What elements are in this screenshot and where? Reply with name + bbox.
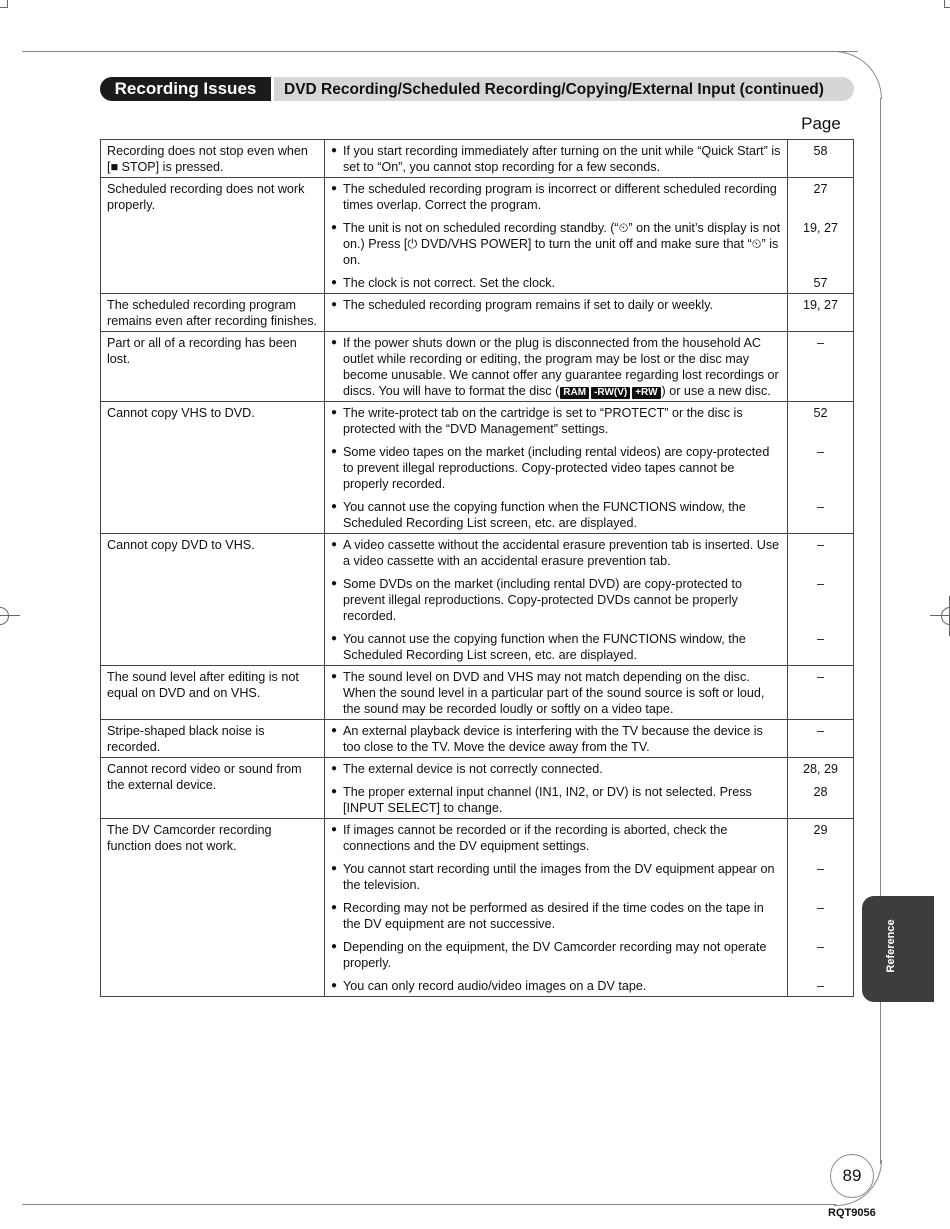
solution-text-part: If the power shuts down or the plug is disconnected from the household AC outlet while recording or editing, the program may be lost or the disc may become unusable. We cannot offer any guarantee regarding lost recordings or discs. You will have to format the disc ( xyxy=(343,336,779,398)
solution-text: The sound level on DVD and VHS may not match depending on the disc. When the sound level in a particular part of the sound source is soft or loud, the sound may be recorded loudly or softly on a video tape. xyxy=(343,670,765,716)
bullet-icon: ● xyxy=(331,763,338,774)
solution-item xyxy=(331,900,781,932)
problem-cell: Cannot copy DVD to VHS. xyxy=(101,534,325,666)
bullet-icon: ● xyxy=(331,980,338,991)
solution-text: You cannot use the copying function when the FUNCTIONS window, the Scheduled Recording List screen, etc. are displayed. xyxy=(343,500,746,530)
solution-item xyxy=(331,576,781,624)
table-row xyxy=(101,178,854,294)
problem-cell: The DV Camcorder recording function does not work. xyxy=(101,819,325,997)
solution-item xyxy=(331,939,781,971)
bullet-icon: ● xyxy=(331,902,338,913)
page-ref: – xyxy=(816,445,824,459)
solution-text: A video cassette without the accidental erasure prevention tab is inserted. Use a video cassette with an accidental erasure prevention tab. xyxy=(343,538,780,568)
bullet-icon: ● xyxy=(331,941,338,952)
solution-text: The proper external input channel (IN1, IN2, or DV) is not selected. Press [INPUT SELECT] to change. xyxy=(343,785,752,815)
disc-type-badge: -RW(V) xyxy=(591,387,630,399)
solution-item xyxy=(331,297,781,313)
table-row xyxy=(101,534,854,666)
bullet-icon: ● xyxy=(331,725,338,736)
problem-cell: Recording does not stop even when [■ STOP] is pressed. xyxy=(101,140,325,178)
problem-cell: Part or all of a recording has been lost. xyxy=(101,332,325,402)
reference-tab-label: Reference xyxy=(885,919,897,973)
table-row xyxy=(101,758,854,819)
solution-text: An external playback device is interfering with the TV because the device is too close to the TV. Move the device away from the TV. xyxy=(343,724,763,754)
solution-item xyxy=(331,669,781,717)
troubleshooting-table xyxy=(100,139,854,997)
solution-item xyxy=(331,275,781,291)
solution-text: The clock is not correct. Set the clock. xyxy=(343,276,556,290)
reference-tab xyxy=(862,896,934,1002)
solution-text: The write-protect tab on the cartridge is set to “PROTECT” or the disc is protected with the “DVD Management” settings. xyxy=(343,406,743,436)
page-ref-cell xyxy=(788,819,854,997)
solution-text: The scheduled recording program is incorrect or different scheduled recording times overlap. Correct the program. xyxy=(343,182,777,212)
solution-item xyxy=(331,723,781,755)
bullet-icon: ● xyxy=(331,183,338,194)
solution-text xyxy=(343,335,781,399)
solution-cell xyxy=(325,294,788,332)
page-ref: – xyxy=(816,538,824,552)
solution-text: Depending on the equipment, the DV Camcorder recording may not operate properly. xyxy=(343,940,767,970)
bullet-icon: ● xyxy=(331,337,338,348)
page-ref-cell xyxy=(788,720,854,758)
solution-cell xyxy=(325,819,788,997)
solution-item xyxy=(331,444,781,492)
bullet-icon: ● xyxy=(331,446,338,457)
page-ref: – xyxy=(816,632,824,646)
problem-cell: Stripe-shaped black noise is recorded. xyxy=(101,720,325,758)
page-ref: – xyxy=(816,336,824,350)
bullet-icon: ● xyxy=(331,671,338,682)
table-row xyxy=(101,819,854,997)
page-column-label: Page xyxy=(801,114,841,133)
table-row xyxy=(101,720,854,758)
page-ref-cell xyxy=(788,332,854,402)
solution-text: Recording may not be performed as desired if the time codes on the tape in the DV equipment are not successive. xyxy=(343,901,764,931)
page-ref: 52 xyxy=(813,406,828,420)
solution-item xyxy=(331,822,781,854)
solution-item xyxy=(331,631,781,663)
page-frame-right xyxy=(880,98,881,1164)
page-ref-cell xyxy=(788,666,854,720)
problem-cell: Scheduled recording does not work properly. xyxy=(101,178,325,294)
page-ref: 19, 27 xyxy=(802,221,838,235)
page-frame-top xyxy=(22,51,858,52)
bullet-icon: ● xyxy=(331,539,338,550)
solution-cell xyxy=(325,758,788,819)
solution-cell xyxy=(325,720,788,758)
solution-item xyxy=(331,537,781,569)
page-ref: 29 xyxy=(813,823,828,837)
section-header xyxy=(100,77,854,101)
page-ref-cell xyxy=(788,178,854,294)
page-ref: – xyxy=(816,862,824,876)
page-ref: – xyxy=(816,724,824,738)
bullet-icon: ● xyxy=(331,824,338,835)
solution-text: If images cannot be recorded or if the recording is aborted, check the connections and the DV equipment settings. xyxy=(343,823,728,853)
table-row xyxy=(101,294,854,332)
solution-item xyxy=(331,761,781,777)
solution-text: The unit is not on scheduled recording standby. (“⏲” on the unit’s display is not on.) Press [⏻ DVD/VHS POWER] to turn the unit off and make sure that “⏲” is on. xyxy=(343,221,781,267)
solution-item xyxy=(331,143,781,175)
registration-mark-right xyxy=(930,596,950,636)
table-row xyxy=(101,402,854,534)
solution-cell xyxy=(325,534,788,666)
model-code: RQT9056 xyxy=(828,1207,876,1219)
page-ref: 27 xyxy=(813,182,828,196)
page-ref: – xyxy=(816,940,824,954)
section-tag: Recording Issues xyxy=(100,77,271,101)
bullet-icon: ● xyxy=(331,299,338,310)
page-ref: – xyxy=(816,979,824,993)
solution-text: You cannot use the copying function when the FUNCTIONS window, the Scheduled Recording List screen, etc. are displayed. xyxy=(343,632,746,662)
table-row xyxy=(101,666,854,720)
page-ref-cell xyxy=(788,402,854,534)
solution-item xyxy=(331,978,781,994)
page-frame-bottom xyxy=(22,1204,836,1205)
bullet-icon: ● xyxy=(331,633,338,644)
page-ref-cell xyxy=(788,140,854,178)
page-ref-cell xyxy=(788,294,854,332)
solution-item xyxy=(331,220,781,268)
solution-text: Some video tapes on the market (including rental videos) are copy-protected to prevent illegal reproductions. Copy-protected video tapes cannot be properly recorded. xyxy=(343,445,770,491)
solution-item xyxy=(331,784,781,816)
solution-item xyxy=(331,405,781,437)
bullet-icon: ● xyxy=(331,145,338,156)
problem-cell: The scheduled recording program remains even after recording finishes. xyxy=(101,294,325,332)
table-row xyxy=(101,332,854,402)
page-ref: – xyxy=(816,500,824,514)
solution-cell xyxy=(325,402,788,534)
solution-text-part: ) or use a new disc. xyxy=(661,384,771,398)
bullet-icon: ● xyxy=(331,863,338,874)
solution-text: The scheduled recording program remains if set to daily or weekly. xyxy=(343,298,714,312)
problem-cell: Cannot copy VHS to DVD. xyxy=(101,402,325,534)
page-ref: 28, 29 xyxy=(802,762,838,776)
page-ref: – xyxy=(816,670,824,684)
page-number: 89 xyxy=(830,1154,874,1198)
disc-type-badge: +RW xyxy=(632,387,660,399)
bullet-icon: ● xyxy=(331,407,338,418)
solution-item xyxy=(331,181,781,213)
problem-cell: Cannot record video or sound from the external device. xyxy=(101,758,325,819)
solution-item xyxy=(331,499,781,531)
solution-item xyxy=(331,335,781,399)
solution-text: If you start recording immediately after turning on the unit while “Quick Start” is set to “On”, you cannot stop recording for a few seconds. xyxy=(343,144,781,174)
page-ref: – xyxy=(816,577,824,591)
solution-text: Some DVDs on the market (including rental DVD) are copy-protected to prevent illegal reproductions. Copy-protected DVDs cannot be properly recorded. xyxy=(343,577,742,623)
page-ref: 28 xyxy=(813,785,828,799)
solution-cell xyxy=(325,666,788,720)
bullet-icon: ● xyxy=(331,501,338,512)
table-row xyxy=(101,140,854,178)
page-ref: 58 xyxy=(813,144,828,158)
page-ref-cell xyxy=(788,758,854,819)
registration-mark-left xyxy=(0,596,20,636)
bullet-icon: ● xyxy=(331,222,338,233)
solution-text: You can only record audio/video images on a DV tape. xyxy=(343,979,647,993)
solution-cell xyxy=(325,178,788,294)
bullet-icon: ● xyxy=(331,277,338,288)
page-ref: 19, 27 xyxy=(802,298,838,312)
page-ref: 57 xyxy=(813,276,828,290)
page-ref-cell xyxy=(788,534,854,666)
problem-cell: The sound level after editing is not equal on DVD and on VHS. xyxy=(101,666,325,720)
bullet-icon: ● xyxy=(331,786,338,797)
page-ref: – xyxy=(816,901,824,915)
crop-mark-top-right xyxy=(944,0,950,8)
solution-text: The external device is not correctly connected. xyxy=(343,762,603,776)
crop-mark-top-left xyxy=(0,0,8,8)
solution-item xyxy=(331,861,781,893)
section-title: DVD Recording/Scheduled Recording/Copying/External Input (continued) xyxy=(274,77,854,101)
solution-cell xyxy=(325,140,788,178)
disc-type-badge: RAM xyxy=(560,387,589,399)
solution-text: You cannot start recording until the images from the DV equipment appear on the television. xyxy=(343,862,775,892)
solution-cell xyxy=(325,332,788,402)
bullet-icon: ● xyxy=(331,578,338,589)
